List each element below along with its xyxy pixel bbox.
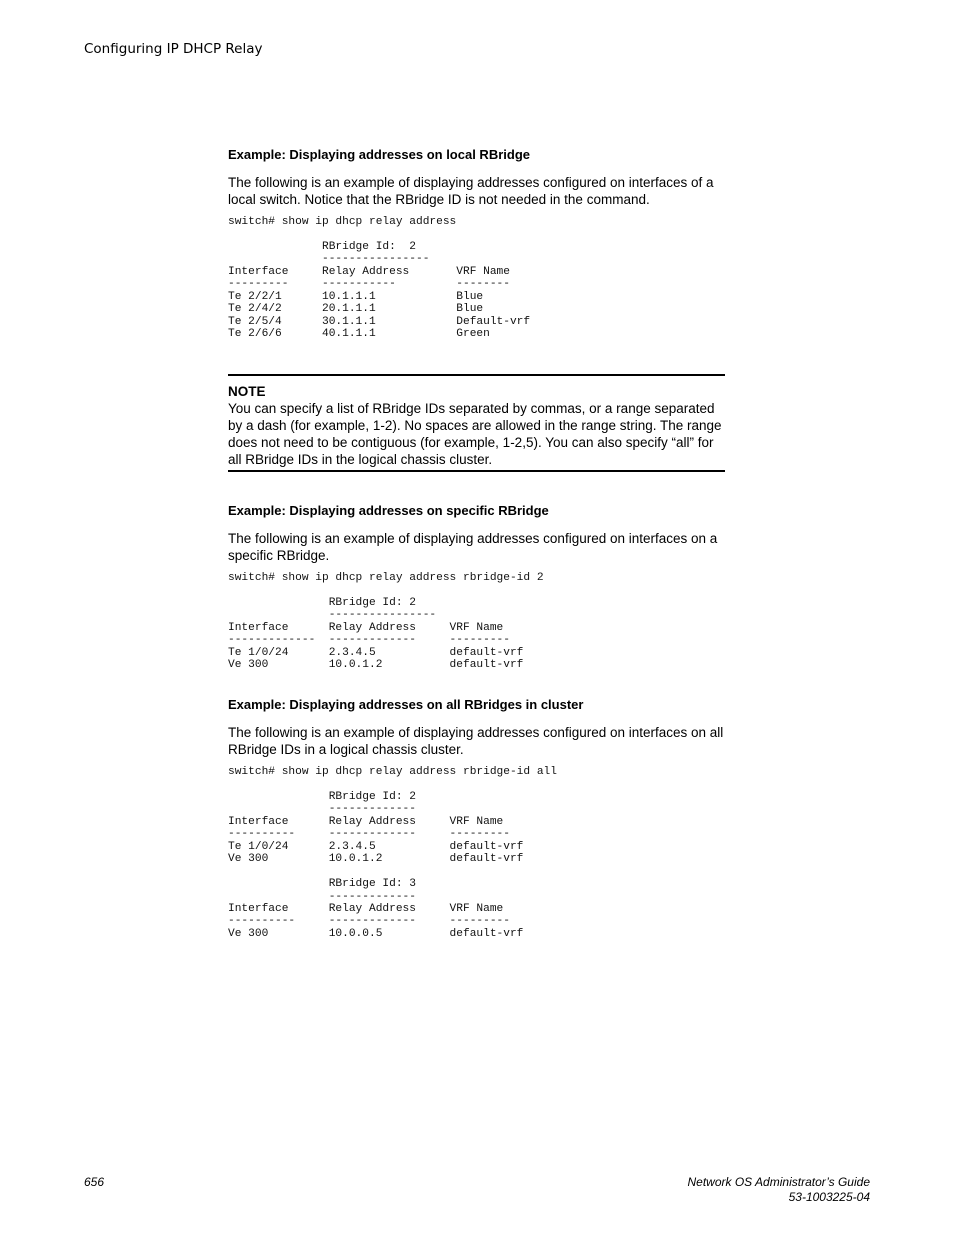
footer-doc-title: Network OS Administrator’s Guide (687, 1175, 870, 1189)
code-block-specific-rbridge: switch# show ip dhcp relay address rbridge-id 2 RBridge Id: 2 ---------------- Interface Relay Address VRF Name ------------- ------------- --------- Te 1/0/24 2.3.4.5 default-vrf Ve 300 10.0.1.2 default-vrf (228, 572, 544, 672)
section-heading-specific-rbridge: Example: Displaying addresses on specific RBridge (228, 503, 549, 518)
section-heading-local-rbridge: Example: Displaying addresses on local RBridge (228, 147, 530, 162)
section-body-local-rbridge: The following is an example of displaying addresses configured on interfaces of a local switch. Notice that the RBridge ID is not needed in the command. (228, 175, 714, 207)
footer-doc-info (687, 1175, 870, 1205)
section-heading-all-rbridges: Example: Displaying addresses on all RBridges in cluster (228, 697, 584, 712)
note-body: You can specify a list of RBridge IDs separated by commas, or a range separated by a dash (for example, 1-2). No spaces are allowed in the range string. The range does not need to be contiguous (for example, 1-2,5). You can also specify “all” for all RBridge IDs in the logical chassis cluster. (228, 401, 722, 467)
section-body-all-rbridges: The following is an example of displaying addresses configured on interfaces on all RBridge IDs in a logical chassis cluster. (228, 725, 724, 757)
note-box (228, 374, 725, 472)
section-body-specific-rbridge: The following is an example of displaying addresses configured on interfaces on a specific RBridge. (228, 531, 718, 563)
code-block-local-rbridge: switch# show ip dhcp relay address RBridge Id: 2 ---------------- Interface Relay Address VRF Name --------- ----------- -------- Te 2/2/1 10.1.1.1 Blue Te 2/4/2 20.1.1.1 Blue Te 2/5/4 30.1.1.1 Default-vrf Te 2/6/6 40.1.1.1 Green (228, 216, 531, 341)
footer-doc-number: 53-1003225-04 (788, 1190, 870, 1204)
running-head-title: Configuring IP DHCP Relay (84, 41, 263, 57)
note-label: NOTE (228, 384, 266, 399)
page-number: 656 (84, 1175, 105, 1189)
code-block-all-rbridges: switch# show ip dhcp relay address rbridge-id all RBridge Id: 2 ------------- Interface Relay Address VRF Name ---------- ------------- --------- Te 1/0/24 2.3.4.5 default-vrf Ve 300 10.0.1.2 default-vrf RBridge Id: 3 ------------- Interface Relay Address VRF Name ---------- ------------- --------- Ve 300 10.0.0.5 default-vrf (228, 766, 557, 940)
